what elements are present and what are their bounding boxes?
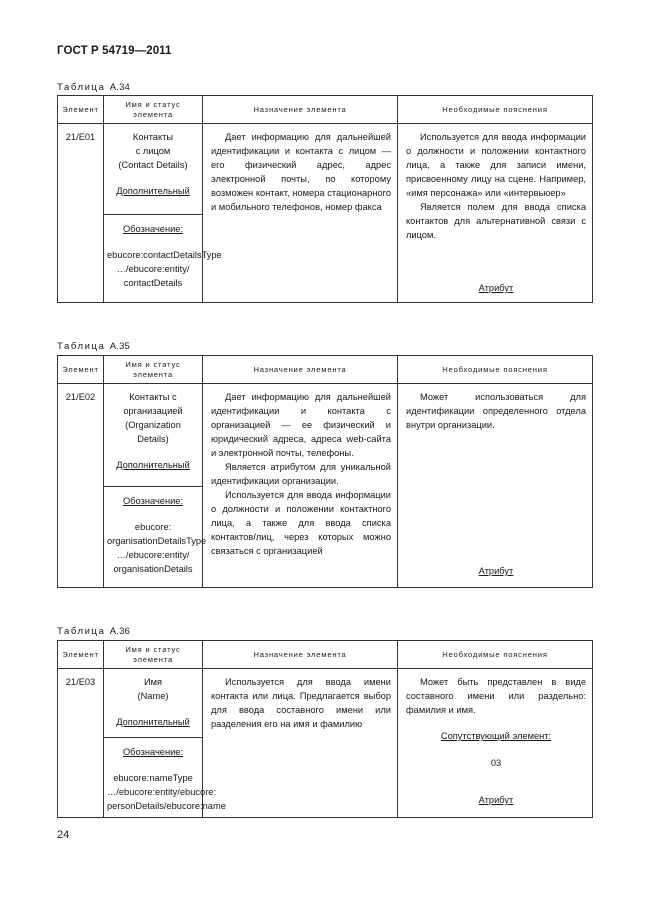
col-header-purpose: Назначение элемента bbox=[203, 641, 398, 669]
col-header-notes: Необходимые пояснения bbox=[398, 356, 593, 384]
spec-table-a34 bbox=[57, 95, 593, 303]
col-header-element: Элемент bbox=[58, 356, 104, 384]
col-header-notes: Необходимые пояснения bbox=[398, 96, 593, 124]
element-name-cell: Имя (Name) Дополнительный bbox=[104, 669, 203, 738]
col-header-element: Элемент bbox=[58, 641, 104, 669]
col-header-purpose: Назначение элемента bbox=[203, 96, 398, 124]
element-purpose: Используется для ввода имени контакта или лица. Предлагается выбор для ввода составного имени или разделения его на имя и фамилию bbox=[203, 669, 398, 818]
element-purpose: Дает информацию для дальнейшей идентификации и контакта с организацией — ее физический и юридический адреса, адреса web-сайта и электронной почты, телефоны. Является атрибутом для уникальной идентификации организации. Используется для ввода информации о должности и положении контактного лица, а также для ввода списка контактов/лиц, через которых можно связаться с организацией bbox=[203, 384, 398, 588]
col-header-name-status: Имя и статус элемента bbox=[104, 641, 203, 669]
designation-cell: Обозначение: ebucore: organisationDetailsType …/ebucore:entity/ organisationDetails bbox=[104, 487, 203, 588]
element-id: 21/E02 bbox=[58, 384, 104, 588]
table-caption: Таблица А.36 bbox=[57, 626, 131, 637]
element-notes: Может быть представлен в виде составного имени или раздельно: фамилия и имя. Сопутствующий элемент: 03 Атрибут bbox=[398, 669, 593, 818]
col-header-name-status: Имя и статус элемента bbox=[104, 356, 203, 384]
element-purpose: Дает информацию для дальнейшей идентификации и контакта с лицом — его физический адрес, адрес электронной почты, по которому возможен контакт, номера стационарного и мобильного телефонов, номер факса bbox=[203, 124, 398, 303]
col-header-purpose: Назначение элемента bbox=[203, 356, 398, 384]
element-name-cell: Контакты с организацией (Organization Details) Дополнительный bbox=[104, 384, 203, 487]
element-status: Дополнительный bbox=[116, 186, 190, 196]
companion-label: Сопутствующий элемент: bbox=[440, 731, 552, 741]
element-notes: Может использоваться для идентификации определенного отдела внутри организации. Атрибут bbox=[398, 384, 593, 588]
col-header-element: Элемент bbox=[58, 96, 104, 124]
document-header: ГОСТ Р 54719—2011 bbox=[57, 45, 172, 57]
element-status: Дополнительный bbox=[116, 460, 190, 470]
designation-cell: Обозначение: ebucore:nameType …/ebucore:entity/ebucore: personDetails/ebucore:name bbox=[104, 738, 203, 818]
element-id: 21/E03 bbox=[58, 669, 104, 818]
element-name-cell: Контакты с лицом (Contact Details) Дополнительный bbox=[104, 124, 203, 215]
attribute-label: Атрибут bbox=[478, 795, 514, 805]
col-header-name-status: Имя и статус элемента bbox=[104, 96, 203, 124]
element-status: Дополнительный bbox=[116, 717, 190, 727]
companion-value: 03 bbox=[490, 758, 502, 768]
element-notes: Используется для ввода информации о должности и положении контактного лица, а также для записи имени, присвоенному лицу на сцене. Например, «имя персонажа» или «интервьюер» Является полем для ввода списка контактов для альтернативной связи с лицом. Атрибут bbox=[398, 124, 593, 303]
spec-table-a36 bbox=[57, 640, 593, 818]
table-caption: Таблица А.35 bbox=[57, 341, 131, 352]
page-number: 24 bbox=[57, 829, 70, 841]
table-caption: Таблица А.34 bbox=[57, 82, 131, 93]
designation-cell: Обозначение: ebucore:contactDetailsType …/ebucore:entity/ contactDetails bbox=[104, 215, 203, 303]
attribute-label: Атрибут bbox=[478, 566, 514, 576]
element-id: 21/E01 bbox=[58, 124, 104, 303]
attribute-label: Атрибут bbox=[478, 283, 514, 293]
spec-table-a35 bbox=[57, 355, 593, 588]
col-header-notes: Необходимые пояснения bbox=[398, 641, 593, 669]
